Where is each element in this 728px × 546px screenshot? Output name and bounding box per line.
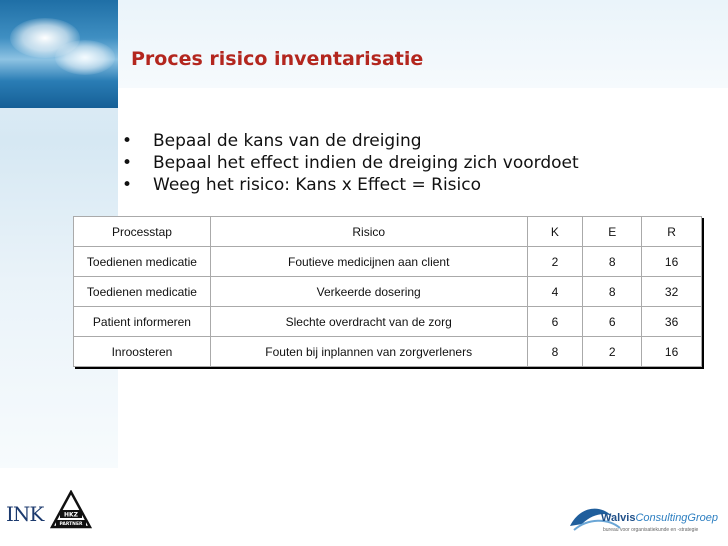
cell-risico: Verkeerde dosering xyxy=(210,277,527,307)
cell-kans: 6 xyxy=(527,307,583,337)
cell-risico-score: 16 xyxy=(642,247,702,277)
header-risico: Risico xyxy=(210,217,527,247)
cell-risico: Slechte overdracht van de zorg xyxy=(210,307,527,337)
bullet-text: Bepaal de kans van de dreiging xyxy=(153,131,422,151)
table-row xyxy=(74,277,702,307)
cell-effect: 2 xyxy=(583,337,642,367)
cell-risico-score: 32 xyxy=(642,277,702,307)
table-row xyxy=(74,337,702,367)
cell-kans: 2 xyxy=(527,247,583,277)
bullet-list xyxy=(122,130,579,196)
cell-risico-score: 36 xyxy=(642,307,702,337)
hkz-partner-text: PARTNER xyxy=(59,522,83,527)
cell-effect: 8 xyxy=(583,277,642,307)
cell-risico: Foutieve medicijnen aan client xyxy=(210,247,527,277)
cell-processtap: Toedienen medicatie xyxy=(74,247,211,277)
risk-table xyxy=(73,216,702,367)
table-header-row xyxy=(74,217,702,247)
bullet-dot: • xyxy=(122,175,133,195)
header-effect: E xyxy=(583,217,642,247)
cell-processtap: Inroosteren xyxy=(74,337,211,367)
bullet-dot: • xyxy=(122,131,133,151)
cell-effect: 8 xyxy=(583,247,642,277)
cell-kans: 8 xyxy=(527,337,583,367)
table-row xyxy=(74,307,702,337)
table-row xyxy=(74,247,702,277)
header-band xyxy=(118,0,728,90)
cell-processtap: Toedienen medicatie xyxy=(74,277,211,307)
hkz-logo-text: HKZ xyxy=(63,511,79,519)
cell-risico-score: 16 xyxy=(642,337,702,367)
bullet-item xyxy=(122,174,579,196)
header-kans: K xyxy=(527,217,583,247)
header-risico-score: R xyxy=(642,217,702,247)
bullet-text: Bepaal het effect indien de dreiging zich voordoet xyxy=(153,153,579,173)
bullet-item xyxy=(122,130,579,152)
wave-spray xyxy=(55,40,115,75)
walvis-tagline: bureau voor organisatiekunde en -strategie xyxy=(603,527,699,533)
bullet-item xyxy=(122,152,579,174)
ocean-wave-image xyxy=(0,0,118,108)
header-divider xyxy=(118,88,728,90)
cell-effect: 6 xyxy=(583,307,642,337)
slide-title: Proces risico inventarisatie xyxy=(131,48,424,70)
cell-kans: 4 xyxy=(527,277,583,307)
cell-processtap: Patient informeren xyxy=(74,307,211,337)
walvis-logo-text: WalvisConsultingGroep xyxy=(601,512,719,524)
ink-logo: INK xyxy=(6,502,44,526)
cell-risico: Fouten bij inplannen van zorgverleners xyxy=(210,337,527,367)
header-processtap: Processtap xyxy=(74,217,211,247)
hkz-partner-logo xyxy=(50,490,92,530)
bullet-text: Weeg het risico: Kans x Effect = Risico xyxy=(153,175,482,195)
bullet-dot: • xyxy=(122,153,133,173)
